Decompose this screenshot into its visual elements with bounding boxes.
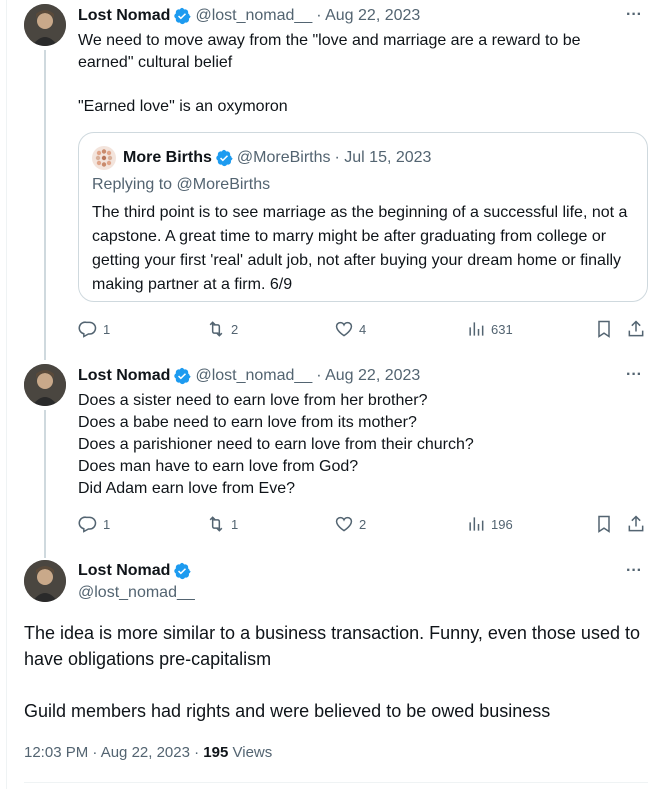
divider — [24, 782, 648, 783]
share-button[interactable] — [626, 513, 651, 535]
tweet-actions — [78, 318, 648, 340]
views-count: 195 — [203, 744, 229, 761]
reply-button[interactable] — [78, 318, 110, 340]
verified-badge-icon — [215, 149, 233, 167]
like-count: 2 — [359, 516, 367, 532]
tweet-header — [78, 5, 420, 27]
avatar[interactable] — [24, 4, 66, 46]
tweet-date[interactable]: · Aug 22, 2023 — [316, 7, 421, 24]
bookmark-button[interactable] — [594, 513, 619, 535]
verified-badge-icon — [173, 367, 191, 385]
repost-button[interactable] — [206, 513, 238, 535]
views-label: Views — [232, 744, 273, 761]
heart-icon — [334, 319, 354, 339]
display-name[interactable]: Lost Nomad — [78, 7, 171, 24]
repost-count: 2 — [231, 321, 239, 337]
quoted-handle[interactable]: @MoreBirths — [236, 149, 331, 166]
repost-icon — [206, 514, 226, 534]
tweet-header — [78, 560, 195, 582]
quoted-tweet-text: The third point is to see marriage as the beginning of a successful life, not a capstone. A great time to marry might be after graduating from college or getting your first 'real' adult job, not after buying your dream home or finally making partner at a firm. 6/9 — [92, 204, 628, 293]
like-count: 4 — [359, 321, 367, 337]
views-button[interactable] — [466, 318, 513, 340]
views-count: 631 — [491, 321, 513, 337]
heart-icon — [334, 514, 354, 534]
avatar[interactable] — [24, 364, 66, 406]
analytics-icon — [466, 319, 486, 339]
more-options-icon[interactable]: ··· — [626, 562, 642, 579]
reply-count: 1 — [103, 516, 111, 532]
quoted-tweet-header — [92, 147, 431, 169]
display-name[interactable]: Lost Nomad — [78, 562, 171, 579]
replying-to — [92, 176, 270, 194]
reply-icon — [78, 514, 98, 534]
tweet-text: Does a sister need to earn love from her brother? Does a babe need to earn love from its mother? Does a parishioner need to earn love from their church? Does man have to earn love from God? Did Adam earn love from Eve? — [78, 392, 474, 497]
tweet-actions — [78, 513, 648, 535]
tweet-text: The idea is more similar to a business transaction. Funny, even those used to have obligations pre-capitalism Guild members had rights and were believed to be owed business — [24, 623, 640, 721]
tweet-header — [78, 365, 420, 387]
like-button[interactable] — [334, 513, 366, 535]
replying-handle[interactable]: @MoreBirths — [176, 176, 271, 193]
analytics-icon — [466, 514, 486, 534]
tweet-handle-row — [78, 582, 195, 604]
thread-connector — [44, 410, 46, 558]
bookmark-button[interactable] — [594, 318, 619, 340]
like-button[interactable] — [334, 318, 366, 340]
left-divider — [6, 0, 7, 789]
share-button[interactable] — [626, 318, 651, 340]
more-options-icon[interactable]: ··· — [626, 366, 642, 383]
reply-icon — [78, 319, 98, 339]
tweet-text: We need to move away from the "love and marriage are a reward to be earned" cultural belief "Earned love" is an oxymoron — [78, 32, 581, 115]
share-icon — [626, 319, 646, 339]
verified-badge-icon — [173, 7, 191, 25]
thread-connector — [44, 50, 46, 360]
tweet-timestamp[interactable]: 12:03 PM · Aug 22, 2023 · — [24, 744, 200, 761]
verified-badge-icon — [173, 562, 191, 580]
share-icon — [626, 514, 646, 534]
reply-button[interactable] — [78, 513, 110, 535]
bookmark-icon — [594, 514, 614, 534]
tweet-date[interactable]: · Aug 22, 2023 — [316, 367, 421, 384]
views-button[interactable] — [466, 513, 513, 535]
tweet-meta — [24, 744, 272, 761]
quoted-avatar — [92, 146, 116, 170]
quoted-display-name[interactable]: More Births — [123, 149, 212, 166]
avatar[interactable] — [24, 560, 66, 602]
repost-icon — [206, 319, 226, 339]
user-handle[interactable]: @lost_nomad__ — [195, 7, 313, 24]
replying-prefix: Replying to — [92, 176, 173, 193]
reply-count: 1 — [103, 321, 111, 337]
repost-button[interactable] — [206, 318, 238, 340]
quoted-date: · Jul 15, 2023 — [334, 149, 432, 166]
display-name[interactable]: Lost Nomad — [78, 367, 171, 384]
user-handle[interactable]: @lost_nomad__ — [195, 367, 313, 384]
repost-count: 1 — [231, 516, 239, 532]
views-count: 196 — [491, 516, 513, 532]
bookmark-icon — [594, 319, 614, 339]
more-options-icon[interactable]: ··· — [626, 6, 642, 23]
user-handle[interactable]: @lost_nomad__ — [78, 584, 195, 601]
